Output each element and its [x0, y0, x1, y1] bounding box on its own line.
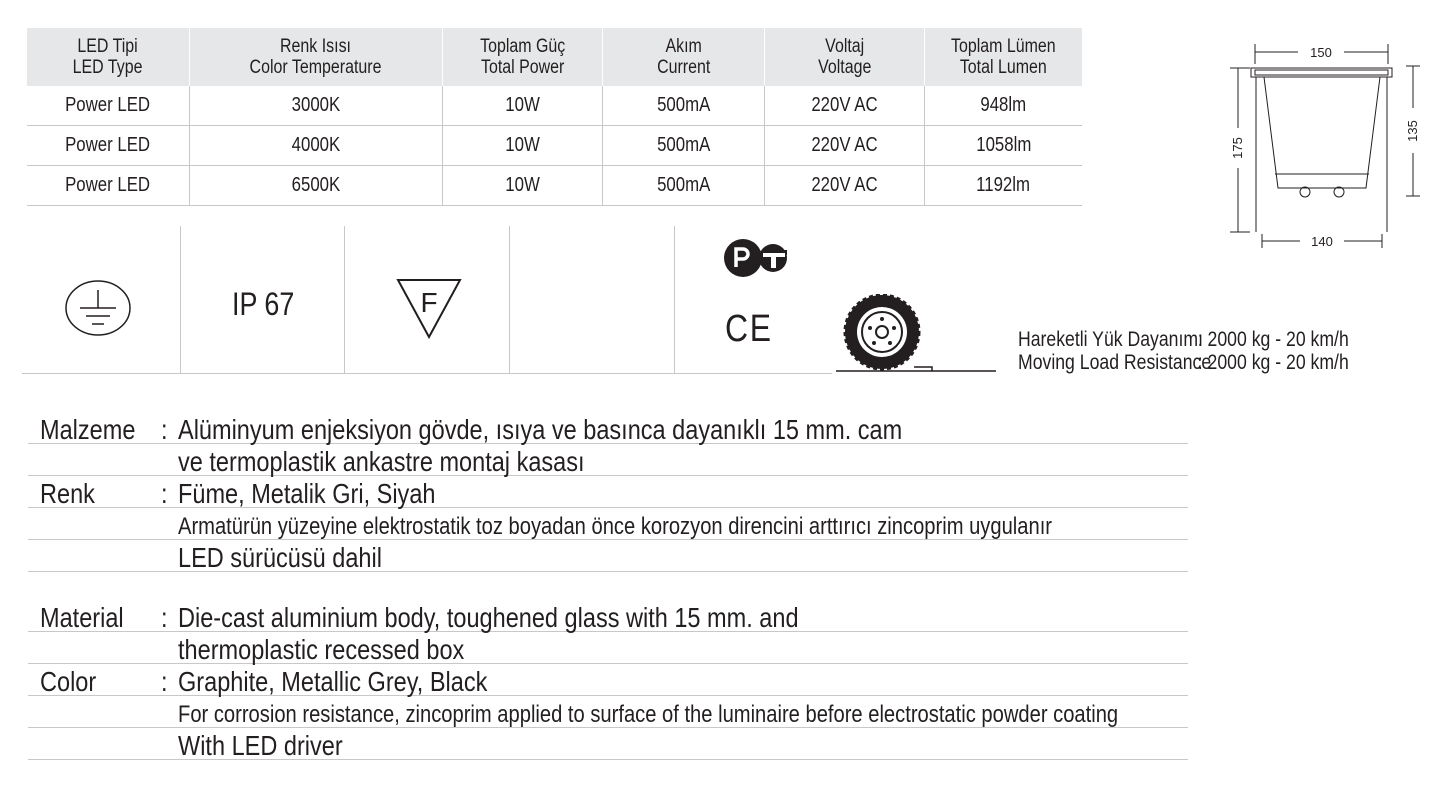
- table-cell: 220V AC: [765, 126, 925, 166]
- table-row: [27, 166, 1082, 206]
- table-cell: 10W: [443, 86, 603, 126]
- table-cell: 3000K: [190, 86, 443, 126]
- header-current: Akım Current: [603, 28, 765, 86]
- list-item: [28, 476, 1188, 508]
- table-header-row: [27, 28, 1082, 86]
- table-cell: 4000K: [190, 126, 443, 166]
- table-cell: Power LED: [27, 126, 190, 166]
- earth-ground-icon: [64, 279, 132, 337]
- icon-divider: [344, 226, 345, 374]
- list-item: [28, 540, 1188, 572]
- table-cell: 1192lm: [925, 166, 1083, 206]
- driver-note-en: With LED driver: [178, 730, 343, 761]
- table-cell: 10W: [443, 126, 603, 166]
- table-cell: Power LED: [27, 166, 190, 206]
- f-mark-icon: [395, 277, 463, 341]
- ce-mark-icon: CE: [725, 308, 773, 350]
- list-item: [28, 444, 1188, 476]
- colon: :: [161, 414, 168, 445]
- dim-width-top: 150: [1310, 45, 1332, 60]
- table-cell: 948lm: [925, 86, 1083, 126]
- f-mark-letter: F: [420, 287, 438, 318]
- color-label-tr: Renk: [40, 478, 95, 509]
- list-item: [28, 508, 1188, 540]
- color-label-en: Color: [40, 666, 97, 697]
- icon-row-baseline: [22, 373, 832, 374]
- description-tr: [28, 412, 1188, 572]
- table-cell: 220V AC: [765, 166, 925, 206]
- header-total-power: Toplam Güç Total Power: [443, 28, 603, 86]
- pct-certification-icon: [723, 236, 789, 280]
- driver-note-tr: LED sürücüsü dahil: [178, 542, 382, 573]
- header-color-temperature: Renk Isısı Color Temperature: [190, 28, 443, 86]
- table-cell: 10W: [443, 166, 603, 206]
- table-cell: 1058lm: [925, 126, 1083, 166]
- material-value-en: Die-cast aluminium body, toughened glass with 15 mm. and: [178, 602, 799, 633]
- list-item: [28, 696, 1188, 728]
- header-total-lumen: Toplam Lümen Total Lumen: [925, 28, 1083, 86]
- load-resistance-en: Moving Load Resistance: 2000 kg - 20 km/h: [1018, 351, 1349, 374]
- wheel-load-icon: [834, 294, 998, 374]
- ip-rating: IP 67: [232, 286, 295, 322]
- material-value-tr: Alüminyum enjeksiyon gövde, ısıya ve basınca dayanıklı 15 mm. cam: [178, 414, 903, 445]
- color-value-en: Graphite, Metallic Grey, Black: [178, 666, 488, 697]
- list-item: [28, 664, 1188, 696]
- table-cell: 500mA: [603, 126, 765, 166]
- dim-width-bottom: 140: [1311, 234, 1333, 249]
- list-item: [28, 728, 1188, 760]
- spec-table: [27, 28, 1082, 206]
- coating-note-tr: Armatürün yüzeyine elektrostatik toz boyadan önce korozyon direncini arttırıcı zincoprim uygulanır: [178, 513, 1053, 540]
- table-cell: 6500K: [190, 166, 443, 206]
- material-label-tr: Malzeme: [40, 414, 136, 445]
- table-cell: Power LED: [27, 86, 190, 126]
- material-value-tr-2: ve termoplastik ankastre montaj kasası: [178, 446, 585, 477]
- dimension-drawing: [1220, 38, 1430, 258]
- icon-divider: [509, 226, 510, 374]
- colon: :: [161, 602, 168, 633]
- list-item: [28, 600, 1188, 632]
- table-cell: 220V AC: [765, 86, 925, 126]
- color-value-tr: Füme, Metalik Gri, Siyah: [178, 478, 436, 509]
- load-resistance-tr: Hareketli Yük Dayanımı: 2000 kg - 20 km/h: [1018, 328, 1349, 351]
- material-value-en-2: thermoplastic recessed box: [178, 634, 465, 665]
- coating-note-en: For corrosion resistance, zincoprim applied to surface of the luminaire before electrostatic powder coating: [178, 701, 1119, 728]
- colon: :: [161, 478, 168, 509]
- header-voltage: Voltaj Voltage: [765, 28, 925, 86]
- icon-divider: [674, 226, 675, 374]
- table-cell: 500mA: [603, 86, 765, 126]
- dim-height-total: 175: [1230, 137, 1245, 159]
- header-led-type: LED Tipi LED Type: [27, 28, 190, 86]
- dim-height-body: 135: [1405, 120, 1420, 142]
- description-en: [28, 600, 1188, 760]
- material-label-en: Material: [40, 602, 124, 633]
- table-row: [27, 126, 1082, 166]
- icon-divider: [180, 226, 181, 374]
- table-cell: 500mA: [603, 166, 765, 206]
- list-item: [28, 412, 1188, 444]
- table-row: [27, 86, 1082, 126]
- list-item: [28, 632, 1188, 664]
- load-resistance: [1018, 328, 1412, 374]
- colon: :: [161, 666, 168, 697]
